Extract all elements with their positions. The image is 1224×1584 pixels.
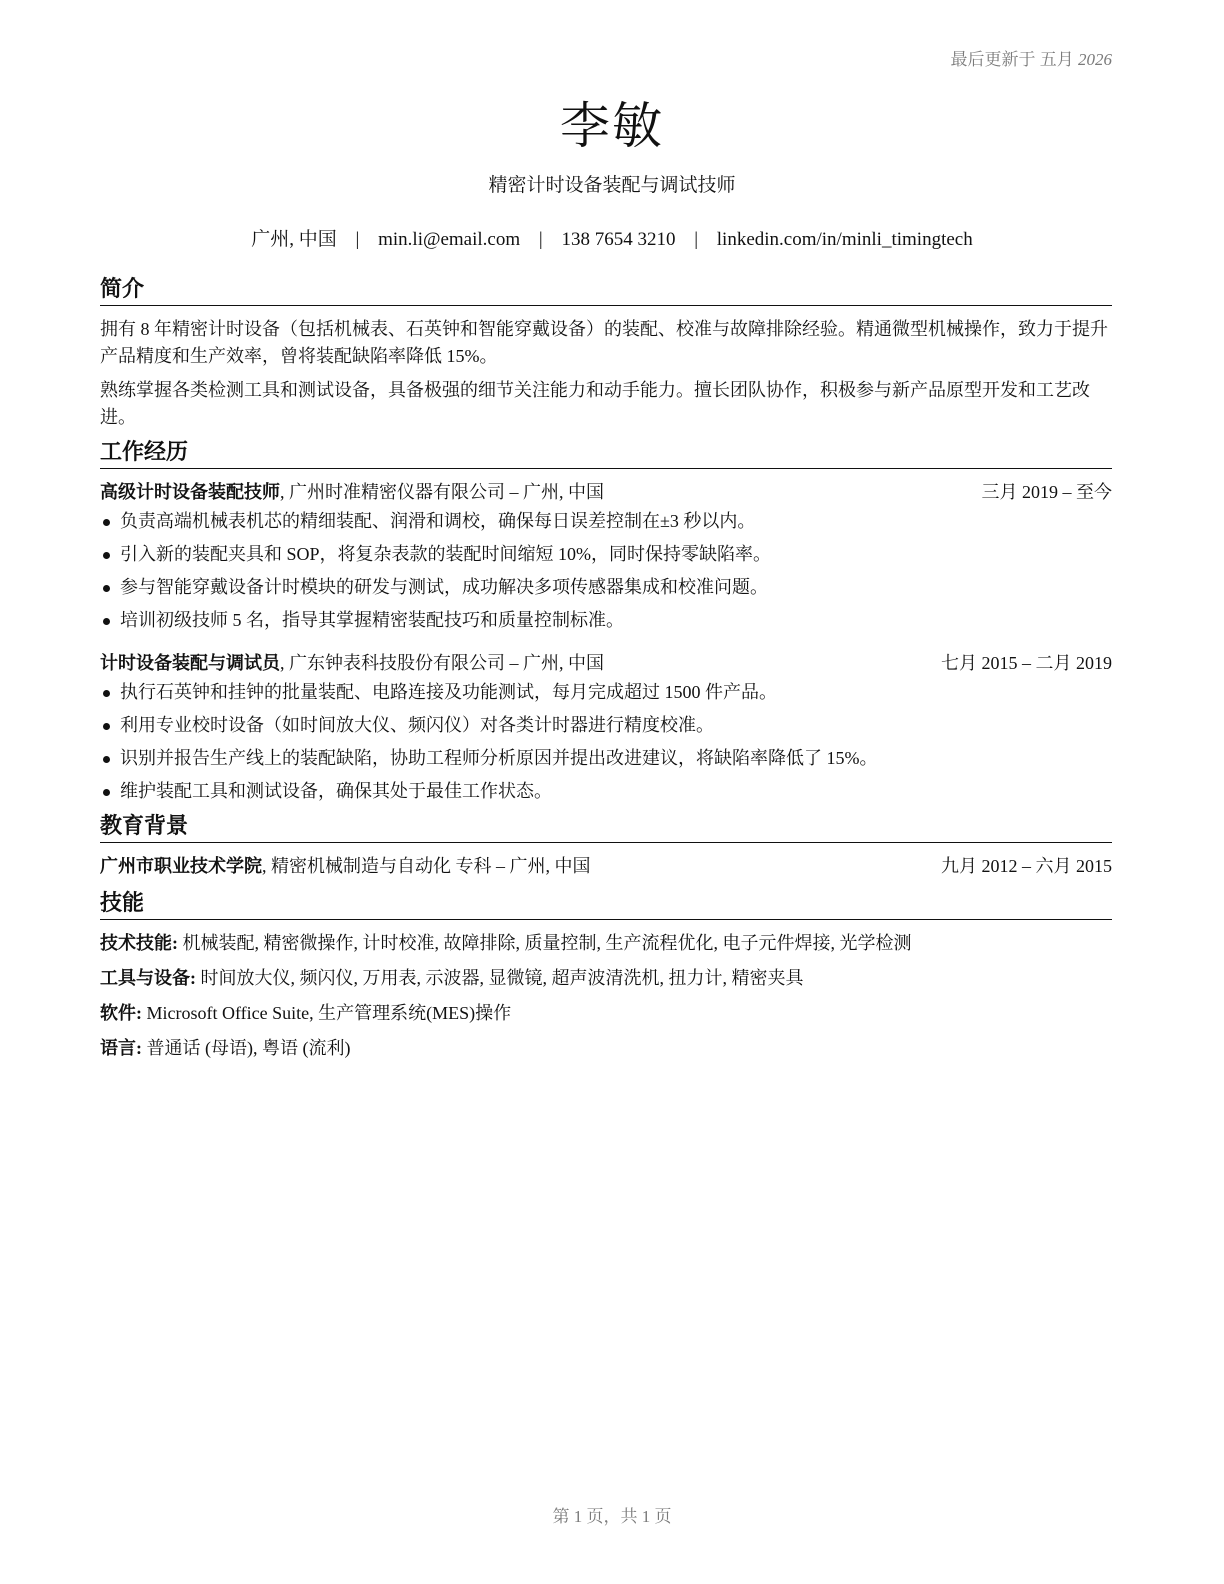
- section-title-summary: 简介: [100, 276, 1112, 306]
- job-company: , 广州时准精密仪器有限公司 – 广州, 中国: [280, 482, 604, 502]
- job-role: 计时设备装配与调试员: [100, 653, 280, 673]
- skill-label: 工具与设备:: [100, 968, 196, 988]
- list-item: 利用专业校时设备（如时间放大仪、频闪仪）对各类计时器进行精度校准。: [100, 712, 1112, 739]
- list-item: 参与智能穿戴设备计时模块的研发与测试，成功解决多项传感器集成和校准问题。: [100, 574, 1112, 601]
- contact-location: 广州, 中国: [251, 229, 337, 250]
- job-dates: 七月 2015 – 二月 2019: [941, 653, 1112, 673]
- skill-row: [100, 1035, 1112, 1062]
- resume-body: [100, 276, 1112, 1070]
- contact-linkedin-link[interactable]: linkedin.com/in/minli_timingtech: [716, 229, 973, 250]
- last-updated: [951, 45, 1113, 70]
- job-bullets: [100, 679, 1112, 805]
- contact-email-link[interactable]: min.li@email.com: [378, 229, 521, 250]
- experience-section: [100, 439, 1112, 805]
- education-detail: , 精密机械制造与自动化 专科 – 广州, 中国: [262, 856, 591, 876]
- job-header: [100, 650, 1112, 677]
- last-updated-year: 2026: [1078, 50, 1112, 69]
- skill-value: Microsoft Office Suite, 生产管理系统(MES)操作: [142, 1003, 512, 1023]
- contact-separator: |: [694, 229, 699, 250]
- contact-phone: 138 7654 3210: [561, 229, 676, 250]
- last-updated-prefix: 最后更新于 五月: [950, 50, 1074, 69]
- contact-line: [0, 224, 1224, 251]
- skill-row: [100, 1000, 1112, 1027]
- job-role: 高级计时设备装配技师: [100, 482, 280, 502]
- list-item: 培训初级技师 5 名，指导其掌握精密装配技巧和质量控制标准。: [100, 607, 1112, 634]
- summary-paragraph: 熟练掌握各类检测工具和测试设备，具备极强的细节关注能力和动手能力。擅长团队协作，积极参与新产品原型开发和工艺改进。: [100, 380, 1090, 427]
- education-section: [100, 813, 1112, 880]
- job-entry: [100, 479, 1112, 634]
- skill-label: 语言:: [100, 1038, 142, 1058]
- education-dates: 九月 2012 – 六月 2015: [941, 856, 1112, 876]
- skill-row: [100, 930, 1112, 957]
- education-school: 广州市职业技术学院: [100, 856, 262, 876]
- job-entry: [100, 650, 1112, 805]
- skill-row: [100, 965, 1112, 992]
- skills-section: [100, 890, 1112, 1062]
- skill-label: 软件:: [100, 1003, 142, 1023]
- summary-section: [100, 276, 1112, 431]
- skill-value: 时间放大仪, 频闪仪, 万用表, 示波器, 显微镜, 超声波清洗机, 扭力计, 精密夹具: [196, 968, 804, 988]
- list-item: 维护装配工具和测试设备，确保其处于最佳工作状态。: [100, 778, 1112, 805]
- job-bullets: [100, 508, 1112, 634]
- job-company: , 广东钟表科技股份有限公司 – 广州, 中国: [280, 653, 604, 673]
- list-item: 负责高端机械表机芯的精细装配、润滑和调校，确保每日误差控制在±3 秒以内。: [100, 508, 1112, 535]
- candidate-name: 李敏: [560, 97, 664, 155]
- skill-label: 技术技能:: [100, 933, 178, 953]
- job-role-company: [100, 479, 604, 506]
- job-dates: 三月 2019 – 至今: [981, 482, 1112, 502]
- education-entry: [100, 853, 1112, 880]
- summary-paragraph: 拥有 8 年精密计时设备（包括机械表、石英钟和智能穿戴设备）的装配、校准与故障排除经验。精通微型机械操作，致力于提升产品精度和生产效率，曾将装配缺陷率降低 15%。: [100, 319, 1108, 366]
- list-item: 执行石英钟和挂钟的批量装配、电路连接及功能测试，每月完成超过 1500 件产品。: [100, 679, 1112, 706]
- job-role-company: [100, 650, 604, 677]
- section-title-skills: 技能: [100, 890, 1112, 920]
- section-title-education: 教育背景: [100, 813, 1112, 843]
- list-item: 引入新的装配夹具和 SOP，将复杂表款的装配时间缩短 10%，同时保持零缺陷率。: [100, 541, 1112, 568]
- skill-value: 普通话 (母语), 粤语 (流利): [142, 1038, 351, 1058]
- education-school-detail: [100, 853, 591, 880]
- list-item: 识别并报告生产线上的装配缺陷，协助工程师分析原因并提出改进建议，将缺陷率降低了 15%。: [100, 745, 1112, 772]
- job-header: [100, 479, 1112, 506]
- page-footer: 第 1 页，共 1 页: [552, 1507, 672, 1526]
- candidate-headline: 精密计时设备装配与调试技师: [488, 175, 736, 196]
- contact-separator: |: [538, 229, 543, 250]
- skill-value: 机械装配, 精密微操作, 计时校准, 故障排除, 质量控制, 生产流程优化, 电子元件焊接, 光学检测: [178, 933, 912, 953]
- contact-separator: |: [355, 229, 360, 250]
- section-title-experience: 工作经历: [100, 439, 1112, 469]
